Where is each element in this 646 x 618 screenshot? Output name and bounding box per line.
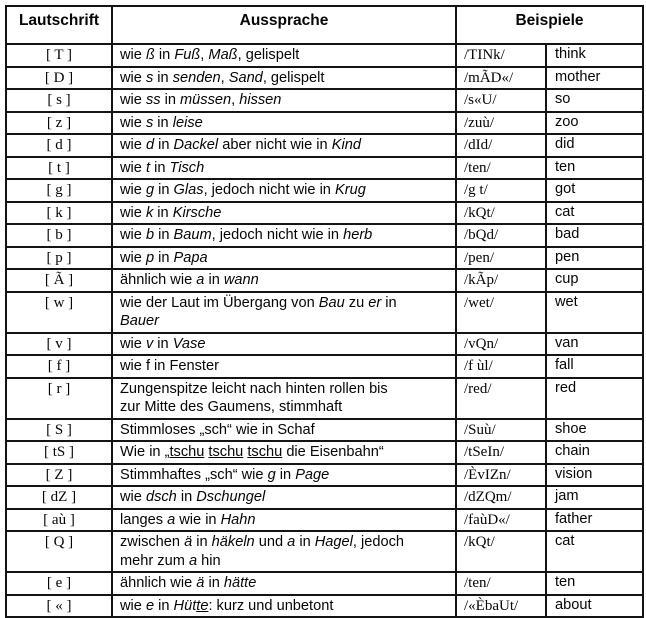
word-cell: got: [546, 179, 643, 202]
aussprache-text: wie: [120, 204, 146, 221]
aussprache-text: Hahn: [220, 511, 256, 528]
table-row: [6, 157, 643, 180]
aussprache-text: in: [154, 137, 174, 153]
word-cell: chain: [546, 441, 643, 464]
aussprache-text: wie der Laut im Übergang von: [120, 294, 319, 311]
phonetic-cell: /TINk/: [456, 44, 546, 67]
aussprache-text: : kurz und unbetont: [208, 597, 334, 614]
aussprache-text: wie: [120, 137, 146, 153]
aussprache-text: in: [381, 294, 397, 311]
aussprache-text: a: [196, 272, 205, 288]
aussprache-text: Vase: [172, 335, 206, 352]
phonetic-cell: /f ùl/: [456, 355, 546, 378]
aussprache-cell: [112, 134, 456, 157]
phonetic-cell: /kQt/: [456, 531, 546, 572]
aussprache-text: hätte: [223, 575, 257, 591]
aussprache-text: Krug: [334, 182, 366, 198]
word-cell: vision: [546, 464, 643, 487]
aussprache-text: d: [145, 137, 155, 153]
aussprache-text: ä: [184, 534, 193, 550]
word-cell: so: [546, 89, 643, 112]
aussprache-text: Stimmloses „sch“ wie in Schaf: [120, 421, 315, 438]
aussprache-text: wie: [120, 227, 146, 243]
aussprache-text: in: [154, 249, 174, 266]
aussprache-text: Kirsche: [172, 204, 222, 221]
aussprache-cell: [112, 595, 456, 618]
phonetic-cell: /ten/: [456, 572, 546, 595]
aussprache-text: wann: [223, 272, 259, 288]
aussprache-text: a: [167, 511, 176, 528]
aussprache-cell: [112, 355, 456, 378]
aussprache-text: in: [153, 114, 173, 131]
aussprache-text: Page: [295, 466, 330, 483]
phonetic-cell: /red/: [456, 378, 546, 419]
aussprache-text: in: [176, 489, 197, 505]
aussprache-text: wie: [120, 114, 146, 131]
aussprache-text: Dschungel: [196, 489, 266, 505]
aussprache-text: in: [160, 92, 181, 108]
aussprache-text: tschu: [247, 444, 283, 460]
aussprache-text: in: [153, 335, 173, 352]
phonetic-cell: /ten/: [456, 157, 546, 180]
table-row: [6, 378, 643, 419]
aussprache-text: wie: [120, 47, 146, 63]
aussprache-text: b: [145, 227, 155, 243]
aussprache-cell: [112, 378, 456, 419]
lautschrift-cell: [ aù ]: [6, 509, 112, 532]
aussprache-text: hissen: [239, 92, 282, 108]
aussprache-text: Bauer: [120, 313, 159, 329]
aussprache-text: a: [287, 534, 296, 550]
aussprache-text: wie: [120, 182, 146, 198]
aussprache-text: er: [368, 294, 382, 311]
table-row: [6, 355, 643, 378]
aussprache-text: zu: [344, 294, 369, 311]
word-cell: think: [546, 44, 643, 67]
table-row: [6, 464, 643, 487]
aussprache-text: tschu: [208, 444, 244, 460]
lautschrift-cell: [ Ã ]: [6, 269, 112, 292]
aussprache-text: , gelispelt: [262, 69, 325, 86]
word-cell: father: [546, 509, 643, 532]
lautschrift-cell: [ Q ]: [6, 531, 112, 572]
phonetic-cell: /kÃp/: [456, 269, 546, 292]
aussprache-cell: [112, 224, 456, 247]
aussprache-cell: [112, 67, 456, 90]
aussprache-text: ,: [231, 92, 240, 108]
aussprache-text: ä: [196, 575, 205, 591]
table-row: [6, 224, 643, 247]
phonetic-cell: /bQd/: [456, 224, 546, 247]
lautschrift-cell: [ p ]: [6, 247, 112, 270]
word-cell: about: [546, 595, 643, 618]
table-row: [6, 419, 643, 442]
aussprache-text: g: [267, 466, 276, 483]
aussprache-text: dsch: [145, 489, 177, 505]
word-cell: did: [546, 134, 643, 157]
phonetic-cell: /wet/: [456, 292, 546, 333]
aussprache-text: leise: [172, 114, 203, 131]
aussprache-text: Sand: [228, 69, 263, 86]
lautschrift-cell: [ e ]: [6, 572, 112, 595]
aussprache-text: p: [145, 249, 155, 266]
lautschrift-cell: [ T ]: [6, 44, 112, 67]
aussprache-text: die Eisenbahn“: [282, 444, 384, 460]
table-row: [6, 89, 643, 112]
aussprache-text: in: [154, 597, 174, 614]
word-cell: fall: [546, 355, 643, 378]
table-row: [6, 595, 643, 618]
aussprache-cell: [112, 464, 456, 487]
aussprache-text: Bau: [318, 294, 345, 311]
aussprache-text: Papa: [173, 249, 208, 266]
aussprache-cell: [112, 419, 456, 442]
lautschrift-cell: [ D ]: [6, 67, 112, 90]
aussprache-text: in: [153, 69, 173, 86]
aussprache-text: wie: [120, 159, 146, 176]
aussprache-text: zur Mitte des Gaumens, stimmhaft: [120, 399, 343, 415]
aussprache-text: wie: [120, 489, 146, 505]
word-cell: zoo: [546, 112, 643, 135]
phonetic-cell: /«ÈbaUt/: [456, 595, 546, 618]
table-body: [6, 44, 643, 617]
aussprache-text: Wie in „: [120, 444, 170, 460]
aussprache-text: in: [204, 272, 224, 288]
table-row: [6, 509, 643, 532]
aussprache-text: , jedoch: [352, 534, 405, 550]
aussprache-cell: [112, 292, 456, 333]
lautschrift-cell: [ w ]: [6, 292, 112, 333]
aussprache-text: Dackel: [173, 137, 219, 153]
aussprache-text: in: [275, 466, 296, 483]
lautschrift-cell: [ dZ ]: [6, 486, 112, 509]
table-row: [6, 179, 643, 202]
aussprache-cell: [112, 531, 456, 572]
phonetic-cell: /Suù/: [456, 419, 546, 442]
word-cell: cat: [546, 202, 643, 225]
aussprache-text: mehr zum: [120, 552, 189, 569]
aussprache-cell: [112, 44, 456, 67]
table-row: [6, 531, 643, 572]
table-row: [6, 486, 643, 509]
aussprache-text: häkeln: [211, 534, 255, 550]
lautschrift-cell: [ b ]: [6, 224, 112, 247]
header-aussprache: Aussprache: [112, 6, 456, 44]
table-row: [6, 333, 643, 356]
aussprache-text: s: [145, 69, 154, 86]
word-cell: cat: [546, 531, 643, 572]
aussprache-text: e: [145, 597, 155, 614]
phonetic-cell: /g t/: [456, 179, 546, 202]
aussprache-text: in: [154, 182, 174, 198]
aussprache-text: ähnlich wie: [120, 272, 197, 288]
aussprache-text: aber nicht wie in: [218, 137, 332, 153]
aussprache-cell: [112, 247, 456, 270]
word-cell: bad: [546, 224, 643, 247]
aussprache-text: in: [150, 159, 170, 176]
phonetic-cell: /mÃD«/: [456, 67, 546, 90]
aussprache-text: ,: [220, 69, 229, 86]
aussprache-text: Kind: [331, 137, 361, 153]
phonetic-cell: /ÈvIZn/: [456, 464, 546, 487]
aussprache-text: g: [145, 182, 155, 198]
aussprache-text: müssen: [180, 92, 232, 108]
lautschrift-cell: [ z ]: [6, 112, 112, 135]
aussprache-cell: [112, 89, 456, 112]
aussprache-text: Hüt: [173, 597, 197, 614]
aussprache-text: wie: [120, 69, 146, 86]
word-cell: jam: [546, 486, 643, 509]
aussprache-text: Maß: [208, 47, 238, 63]
aussprache-text: in: [154, 227, 174, 243]
phonetic-cell: /s«U/: [456, 89, 546, 112]
phonetic-cell: /dZQm/: [456, 486, 546, 509]
table-row: [6, 572, 643, 595]
lautschrift-cell: [ v ]: [6, 333, 112, 356]
table-row: [6, 441, 643, 464]
aussprache-text: Zungenspitze leicht nach hinten rollen bis: [120, 380, 388, 397]
aussprache-cell: [112, 269, 456, 292]
lautschrift-cell: [ Z ]: [6, 464, 112, 487]
lautschrift-cell: [ s ]: [6, 89, 112, 112]
aussprache-text: wie f in Fenster: [120, 358, 219, 374]
aussprache-text: Tisch: [169, 159, 205, 176]
header-lautschrift: Lautschrift: [6, 6, 112, 44]
aussprache-text: ähnlich wie: [120, 575, 197, 591]
phonetic-cell: /faùD«/: [456, 509, 546, 532]
aussprache-text: Fuß: [174, 47, 201, 63]
table-row: [6, 44, 643, 67]
lautschrift-cell: [ t ]: [6, 157, 112, 180]
aussprache-text: tschu: [169, 444, 205, 460]
lautschrift-cell: [ r ]: [6, 378, 112, 419]
aussprache-text: k: [145, 204, 154, 221]
word-cell: wet: [546, 292, 643, 333]
aussprache-text: wie: [120, 92, 146, 108]
lautschrift-cell: [ S ]: [6, 419, 112, 442]
aussprache-cell: [112, 509, 456, 532]
aussprache-text: Baum: [173, 227, 212, 243]
lautschrift-cell: [ tS ]: [6, 441, 112, 464]
table-header-row: [6, 6, 643, 44]
aussprache-cell: [112, 112, 456, 135]
table-row: [6, 67, 643, 90]
header-beispiele: Beispiele: [456, 6, 643, 44]
aussprache-text: in: [154, 47, 175, 63]
phonetic-cell: /tSeIn/: [456, 441, 546, 464]
lautschrift-cell: [ d ]: [6, 134, 112, 157]
aussprache-text: ,: [200, 47, 209, 63]
lautschrift-cell: [ f ]: [6, 355, 112, 378]
aussprache-text: in: [204, 575, 224, 591]
aussprache-cell: [112, 572, 456, 595]
aussprache-text: , gelispelt: [237, 47, 300, 63]
aussprache-text: Stimmhaftes „sch“ wie: [120, 466, 268, 483]
aussprache-text: in: [295, 534, 315, 550]
phonetic-cell: /kQt/: [456, 202, 546, 225]
pronunciation-table: [5, 5, 644, 618]
table-row: [6, 292, 643, 333]
aussprache-text: Hagel: [314, 534, 353, 550]
aussprache-cell: [112, 157, 456, 180]
aussprache-cell: [112, 441, 456, 464]
aussprache-text: wie: [120, 597, 146, 614]
word-cell: cup: [546, 269, 643, 292]
word-cell: mother: [546, 67, 643, 90]
aussprache-text: v: [145, 335, 154, 352]
aussprache-text: in: [192, 534, 212, 550]
aussprache-text: langes: [120, 511, 168, 528]
aussprache-text: ss: [145, 92, 161, 108]
aussprache-text: und: [254, 534, 288, 550]
aussprache-cell: [112, 179, 456, 202]
aussprache-text: Glas: [173, 182, 204, 198]
aussprache-text: herb: [343, 227, 373, 243]
aussprache-cell: [112, 202, 456, 225]
aussprache-text: in: [153, 204, 173, 221]
aussprache-text: senden: [172, 69, 221, 86]
table-row: [6, 247, 643, 270]
aussprache-text: , jedoch nicht wie in: [203, 182, 335, 198]
lautschrift-cell: [ k ]: [6, 202, 112, 225]
aussprache-cell: [112, 333, 456, 356]
aussprache-text: ß: [145, 47, 155, 63]
word-cell: red: [546, 378, 643, 419]
aussprache-text: te: [196, 597, 209, 614]
table-row: [6, 134, 643, 157]
aussprache-text: s: [145, 114, 154, 131]
phonetic-cell: /dId/: [456, 134, 546, 157]
aussprache-text: t: [145, 159, 151, 176]
lautschrift-cell: [ g ]: [6, 179, 112, 202]
aussprache-text: , jedoch nicht wie in: [211, 227, 344, 243]
aussprache-cell: [112, 486, 456, 509]
aussprache-text: wie in: [175, 511, 221, 528]
phonetic-cell: /zuù/: [456, 112, 546, 135]
aussprache-text: hin: [197, 552, 221, 569]
word-cell: shoe: [546, 419, 643, 442]
word-cell: ten: [546, 157, 643, 180]
aussprache-text: wie: [120, 249, 146, 266]
table-row: [6, 202, 643, 225]
lautschrift-cell: [ « ]: [6, 595, 112, 618]
phonetic-cell: /vQn/: [456, 333, 546, 356]
phonetic-cell: /pen/: [456, 247, 546, 270]
word-cell: van: [546, 333, 643, 356]
aussprache-text: wie: [120, 335, 146, 352]
table-row: [6, 269, 643, 292]
aussprache-text: a: [188, 552, 198, 569]
word-cell: ten: [546, 572, 643, 595]
table-row: [6, 112, 643, 135]
word-cell: pen: [546, 247, 643, 270]
aussprache-text: zwischen: [120, 534, 185, 550]
